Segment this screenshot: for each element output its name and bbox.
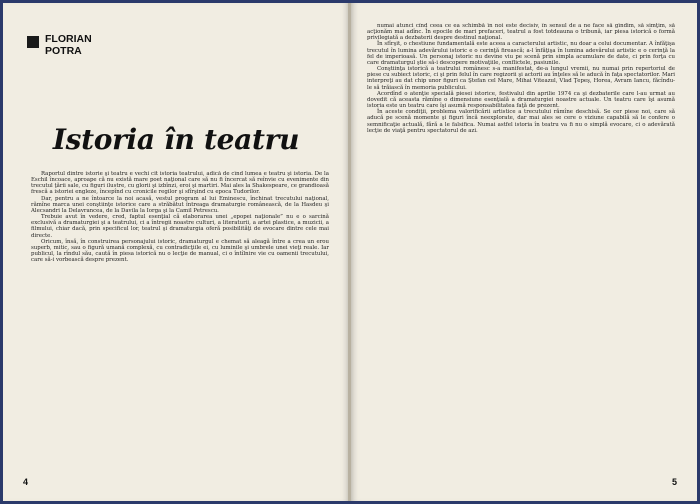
paragraph: În aceste condiţii, problema valorificării artistice a trecutului rămîne deschisă. Se cer piese noi, care să aducă pe scenă momente şi figuri încă neexplorate, dar mai ales se cere o viziune capabilă să le confere o semnificaţie actuală, fără a le falsifica. Numai astfel istoria în teatru va fi nu o simplă evocare, ci o adevărată lecţie de viaţă pentru spectatorul de azi. [367, 109, 675, 134]
page-number: 5 [671, 477, 677, 487]
right-page [351, 3, 697, 501]
paragraph: Conştiinţa istorică a teatrului românesc s-a manifestat, de-a lungul vremii, nu numai prin repertoriul de piese cu subiect istoric, ci şi prin felul în care regizorii şi actorii au înţeles să le aducă în faţa spectatorilor. Mari interpreţi au dat chip unor figuri ca Ştefan cel Mare, Mihai Viteazul, Vlad Ţepeş, Horea, Avram Iancu, făcîndu-le să trăiască în memoria publicului. [367, 66, 675, 91]
right-body-text [367, 23, 675, 471]
paragraph: Trebuie avut în vedere, cred, faptul esenţial că elaborarea unei „epopei naţionale” nu e o sarcină exclusivă a dramaturgiei şi a teatrului, ci a întregii noastre culturi, a literaturii, a artei plastice, a muzicii, a filmului, chiar dacă, prin specificul lor, teatrul şi dramaturgia oferă posibilităţi de evocare dintre cele mai directe. [31, 214, 329, 239]
article-title: Istoria în teatru [52, 123, 300, 156]
paragraph: În sfîrşit, o chestiune fundamentală este aceea a caracterului artistic, nu doar a celui documentar. A înfăţişa trecutul în lumina adevărului istoric e o cerinţă firească; a-l înfăţişa în lumina adevărului artistic e o cerinţă la fel de imperioasă. Un personaj istoric nu devine viu pe scenă prin simpla acumulare de date, ci prin forţa cu care dramaturgul ştie să-i descopere motivaţiile, conflictele, pasiunile. [367, 41, 675, 66]
paragraph: Oricum, însă, în construirea personajului istoric, dramaturgul e chemat să aleagă între a crea un erou superb, mitic, sau o figură umană complexă, cu contradicţiile ei, cu luminile şi umbrele unei vieţi reale. Iar publicul, la rîndul său, caută în piesa istorică nu o lecţie de manual, ci o întîlnire vie cu oamenii trecutului, care să-i vorbească despre prezent. [31, 238, 329, 264]
left-body-text [31, 171, 329, 471]
paragraph: numai atunci cînd ceea ce ea schimbă în noi este decisiv, în sensul de a ne face să gîndim, să simţim, să acţionăm mai adînc. În epocile de mari prefaceri, teatrul a fost totdeauna o tribună, iar piesa istorică o formă privilegiată a dezbaterii despre destinul naţional. [367, 23, 675, 42]
left-page [3, 3, 349, 501]
author-last-name: POTRA [45, 45, 82, 57]
page-number: 4 [23, 477, 29, 487]
author-first-name: FLORIAN [45, 33, 92, 45]
magazine-spread [3, 3, 697, 501]
paragraph: Raportul dintre istorie şi teatru e vechi cît istoria teatrului, adică de cînd lumea e teatru şi istoria. De la Eschil încoace, aproape că nu există mare poet naţional care să nu fi încercat să reînvie cu evenimente din trecutul ţării sale, cu figuri ilustre, cu glorii şi izbînzi, eroi şi martiri. Mai ales la Shakespeare, ce grandioasă frescă a istoriei engleze, începînd cu cronicile regilor şi sfîrşind cu epoca Tudorilor. [31, 171, 329, 196]
author-byline [27, 33, 92, 57]
black-square-icon [27, 36, 39, 48]
paragraph: Acordînd o atenţie specială piesei istorice, festivalul din aprilie 1974 ca şi dezbaterile care l-au urmat au dovedit că aceasta rămîne o dimensiune esenţială a dramaturgiei noastre actuale. Un teatru care îşi asumă istoria este un teatru care îşi asumă responsabilitatea faţă de prezent. [367, 90, 675, 110]
author-name [45, 33, 92, 57]
paragraph: Dar, pentru a ne întoarce la noi acasă, vestul program al lui Eminescu, închinat trecutului naţional, rămîne marca unei conştiinţe istorice care a străbătut întreaga dramaturgie românească, de la Hasdeu şi Alecsandri la Delavrancea, de la Davila la Iorga şi la Camil Petrescu. [31, 195, 329, 214]
